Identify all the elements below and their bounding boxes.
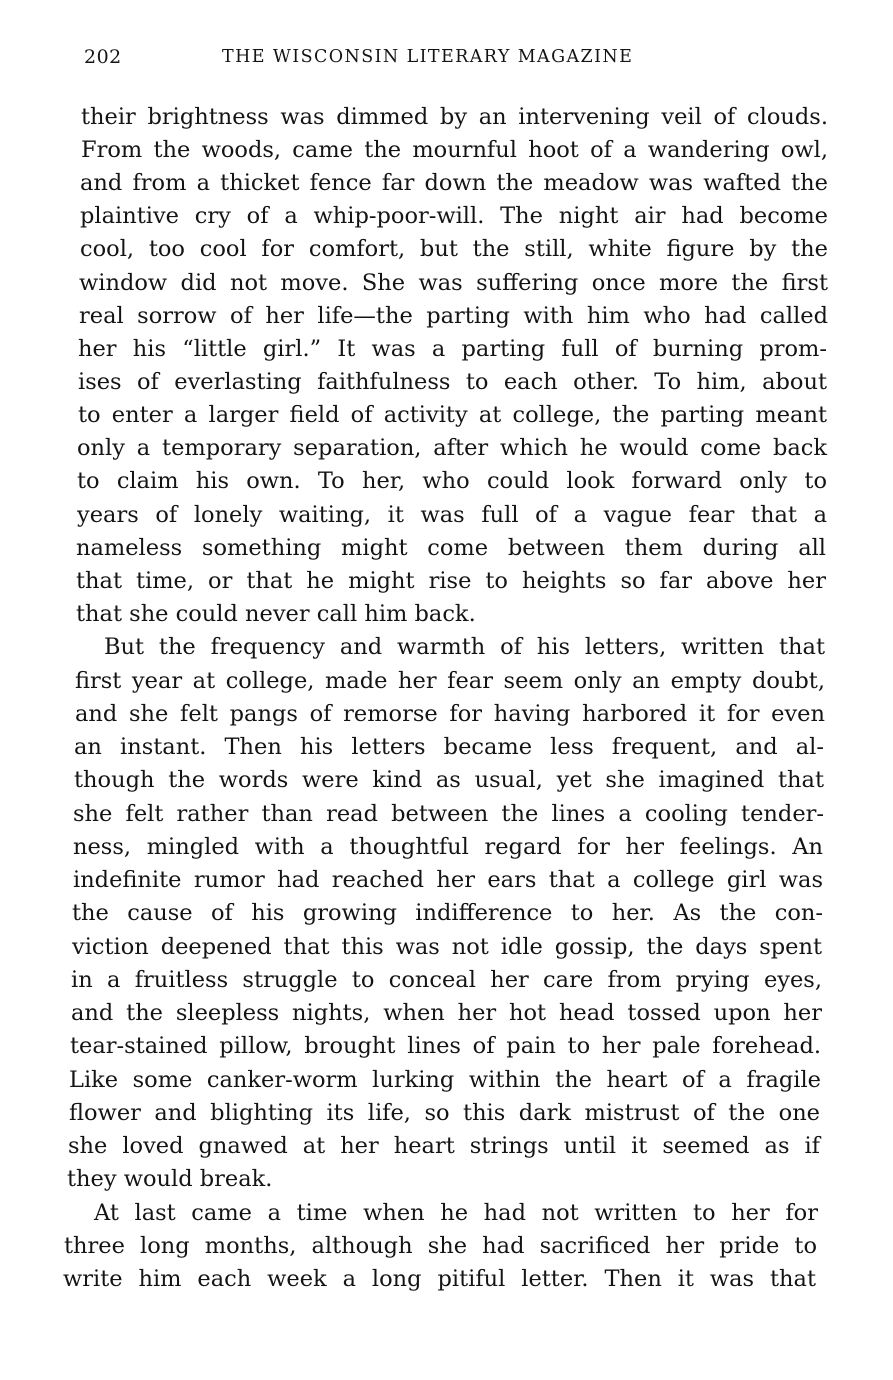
text-line: flower and blighting its life, so this dark mistrust of the one bbox=[69, 1100, 820, 1126]
text-line: they would break. bbox=[67, 1166, 273, 1192]
text-line: plaintive cry of a whip-poor-will. The night air had become bbox=[80, 203, 828, 229]
text-line: real sorrow of her life—the parting with him who had called bbox=[79, 303, 828, 329]
text-line: to enter a larger field of activity at college, the parting meant bbox=[78, 402, 827, 428]
text-line: that she could never call him back. bbox=[76, 601, 476, 627]
page-number: 202 bbox=[84, 46, 122, 68]
text-line: write him each week a long pitiful letter. Then it was that bbox=[63, 1266, 816, 1292]
text-line: and from a thicket fence far down the meadow was wafted the bbox=[80, 170, 828, 196]
text-line: indefinite rumor had reached her ears that a college girl was bbox=[73, 867, 823, 893]
text-line: three long months, although she had sacrificed her pride to bbox=[64, 1233, 817, 1259]
text-line: Like some canker-worm lurking within the heart of a fragile bbox=[69, 1067, 821, 1093]
text-line: tear-stained pillow, brought lines of pain to her pale forehead. bbox=[70, 1033, 821, 1059]
text-line: in a fruitless struggle to conceal her care from prying eyes, bbox=[71, 967, 822, 993]
text-line: first year at college, made her fear seem only an empty doubt, bbox=[75, 668, 825, 694]
text-line: nameless something might come between them during all bbox=[76, 535, 826, 561]
text-line: ises of everlasting faithfulness to each other. To him, about bbox=[78, 369, 827, 395]
text-line: their brightness was dimmed by an intervening veil of clouds. bbox=[81, 104, 828, 130]
text-line: she loved gnawed at her heart strings until it seemed as if bbox=[68, 1133, 820, 1159]
text-line: only a temporary separation, after which he would come back bbox=[77, 435, 827, 461]
text-line: an instant. Then his letters became less frequent, and al- bbox=[74, 734, 824, 760]
text-line: cool, too cool for comfort, but the still, white figure by the bbox=[80, 236, 828, 262]
text-line: But the frequency and warmth of his letters, written that bbox=[104, 634, 825, 660]
text-line: to claim his own. To her, who could look forward only to bbox=[77, 468, 827, 494]
text-line: At last came a time when he had not written to her for bbox=[94, 1200, 818, 1226]
text-line: From the woods, came the mournful hoot of a wandering owl, bbox=[81, 137, 828, 163]
text-line: ness, mingled with a thoughtful regard for her feelings. An bbox=[73, 834, 823, 860]
page-header bbox=[84, 46, 704, 74]
text-line: and the sleepless nights, when her hot head tossed upon her bbox=[71, 1000, 822, 1026]
text-line: though the words were kind as usual, yet she imagined that bbox=[74, 767, 824, 793]
text-line: years of lonely waiting, it was full of a vague fear that a bbox=[77, 502, 827, 528]
text-line: that time, or that he might rise to heights so far above her bbox=[76, 568, 826, 594]
text-line: she felt rather than read between the lines a cooling tender- bbox=[73, 801, 824, 827]
text-line: window did not move. She was suffering once more the first bbox=[79, 270, 828, 296]
text-line: her his “little girl.” It was a parting full of burning prom- bbox=[78, 336, 827, 362]
running-head: THE WISCONSIN LITERARY MAGAZINE bbox=[222, 47, 634, 67]
text-line: viction deepened that this was not idle gossip, the days spent bbox=[72, 934, 822, 960]
text-line: the cause of his growing indifference to her. As the con- bbox=[72, 900, 823, 926]
text-line: and she felt pangs of remorse for having harbored it for even bbox=[75, 701, 825, 727]
